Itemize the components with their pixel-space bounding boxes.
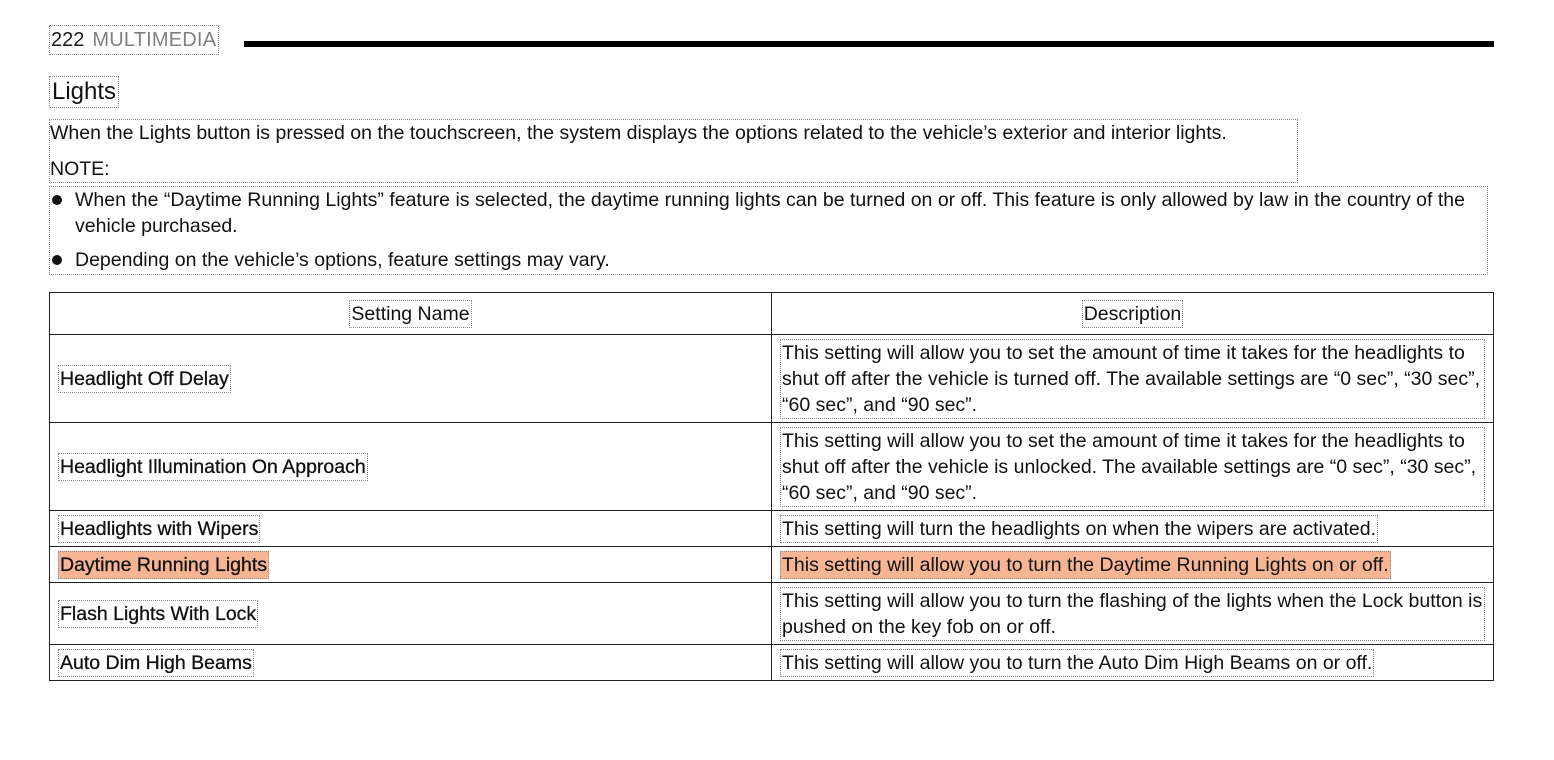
setting-description-cell [772, 423, 1494, 511]
table-row [50, 583, 1494, 645]
setting-description-cell [772, 511, 1494, 547]
table-row [50, 335, 1494, 423]
setting-description: This setting will turn the headlights on when the wipers are activated. [780, 515, 1378, 543]
header-description: Description [1082, 300, 1184, 328]
note-text: When the “Daytime Running Lights” feature is selected, the daytime running lights can be turned on or off. This feature is only allowed by law in the country of the vehicle purchased. [75, 189, 1465, 237]
note-list [49, 186, 1488, 275]
setting-description: This setting will allow you to set the amount of time it takes for the headlights to shut off after the vehicle is turned off. The available settings are “0 sec”, “30 sec”, “60 sec”, and “90 sec”. [780, 339, 1485, 419]
setting-name-cell [50, 583, 772, 645]
table-row [50, 423, 1494, 511]
bullet-icon [52, 195, 62, 205]
header-rule [244, 41, 1494, 47]
note-text: Depending on the vehicle’s options, feature settings may vary. [75, 249, 610, 271]
setting-description: This setting will allow you to turn the flashing of the lights when the Lock button is pushed on the key fob on or off. [780, 587, 1485, 641]
section-title: Lights [49, 76, 119, 108]
setting-name: Headlights with Wipers [58, 515, 260, 543]
page-header [49, 25, 1495, 57]
setting-name: Headlight Off Delay [58, 365, 231, 393]
intro-text: When the Lights button is pressed on the touchscreen, the system displays the options related to the vehicle’s exterior and interior lights. [50, 122, 1227, 144]
setting-description: This setting will allow you to set the amount of time it takes for the headlights to shut off after the vehicle is unlocked. The available settings are “0 sec”, “30 sec”, “60 sec”, and “90 sec”. [780, 427, 1485, 507]
setting-name: Headlight Illumination On Approach [58, 453, 368, 481]
intro-paragraph [49, 119, 1298, 183]
setting-name-cell [50, 335, 772, 423]
table-row [50, 645, 1494, 681]
setting-name-cell [50, 547, 772, 583]
setting-description: This setting will allow you to turn the Auto Dim High Beams on or off. [780, 649, 1374, 677]
setting-name-highlighted: Daytime Running Lights [58, 551, 269, 579]
setting-description-cell [772, 645, 1494, 681]
table-row [50, 511, 1494, 547]
settings-table [49, 292, 1494, 681]
page-number: 222 [51, 28, 85, 51]
page-header-label [49, 25, 219, 55]
note-item [50, 187, 1487, 239]
note-label: NOTE: [50, 158, 110, 180]
section-name: MULTIMEDIA [92, 28, 217, 51]
table-row-highlighted [50, 547, 1494, 583]
header-cell-description [772, 293, 1494, 335]
setting-name-cell [50, 423, 772, 511]
setting-name-cell [50, 645, 772, 681]
setting-description-cell [772, 335, 1494, 423]
setting-name-cell [50, 511, 772, 547]
setting-name: Flash Lights With Lock [58, 600, 258, 628]
header-setting-name: Setting Name [349, 300, 471, 328]
table-header-row [50, 293, 1494, 335]
setting-description-highlighted: This setting will allow you to turn the Daytime Running Lights on or off. [780, 551, 1391, 579]
bullet-icon [52, 255, 62, 265]
setting-description-cell [772, 547, 1494, 583]
note-item [50, 247, 1487, 273]
setting-name: Auto Dim High Beams [58, 649, 254, 677]
setting-description-cell [772, 583, 1494, 645]
header-cell-setting-name [50, 293, 772, 335]
